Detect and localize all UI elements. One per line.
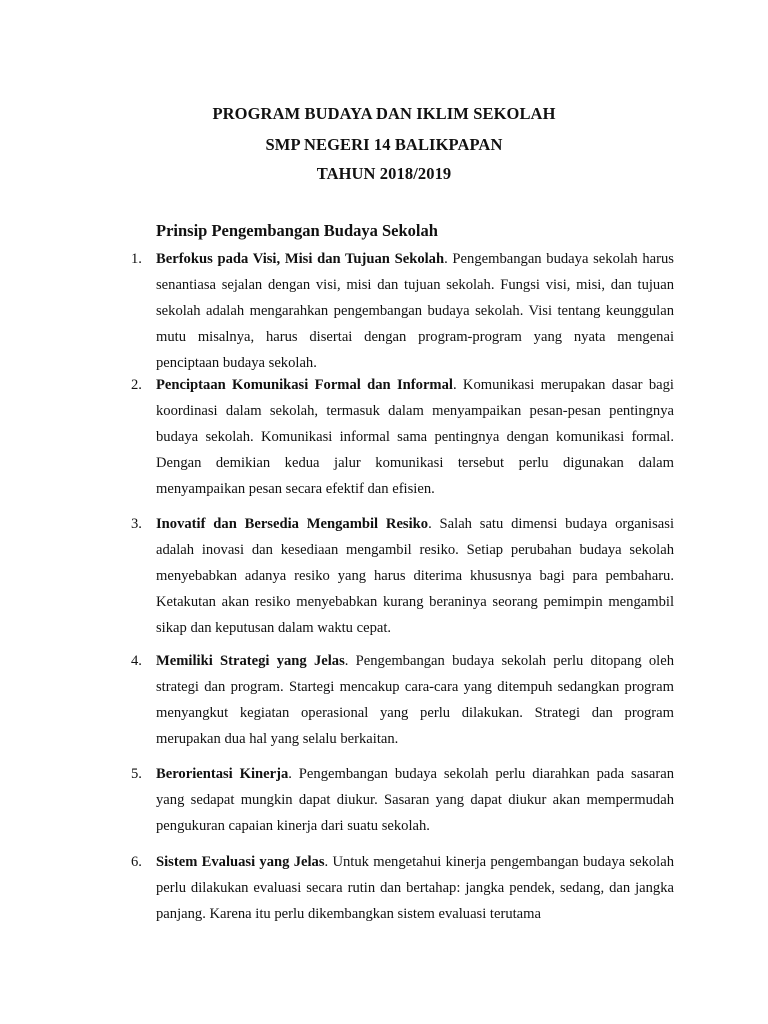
list-item-heading: Penciptaan Komunikasi Formal dan Informal	[156, 377, 453, 393]
list-item-text: . Pengembangan budaya sekolah harus senantiasa sejalan dengan visi, misi dan tujuan sekolah. Fungsi visi, misi, dan tujuan sekolah adalah mengarahkan pengembangan budaya sekolah. Visi tentang keunggulan mutu misalnya, harus disertai dengan program-program yang nyata mengenai penciptaan budaya sekolah.	[156, 251, 674, 371]
section-heading: Prinsip Pengembangan Budaya Sekolah	[156, 221, 438, 240]
list-item-text: . Komunikasi merupakan dasar bagi koordinasi dalam sekolah, termasuk dalam menyampaikan pesan-pesan pentingnya budaya sekolah. Komunikasi informal sama pentingnya dengan komunikasi formal. Dengan demikian kedua jalur komunikasi tersebut perlu digunakan dalam menyampaikan pesan secara efektif dan efisien.	[156, 377, 674, 497]
list-item-number: 2.	[131, 377, 142, 393]
list-item-number: 6.	[131, 854, 142, 870]
list-item-heading: Sistem Evaluasi yang Jelas	[156, 854, 325, 870]
list-item-heading: Inovatif dan Bersedia Mengambil Resiko	[156, 516, 429, 532]
list-item-number: 4.	[131, 653, 142, 669]
list-item-text: . Pengembangan budaya sekolah perlu diarahkan pada sasaran yang sedapat mungkin dapat diukur. Sasaran yang dapat diukur akan mempermudah pengukuran capaian kinerja dari suatu sekolah.	[156, 766, 674, 834]
list-item	[131, 648, 674, 752]
list-item	[131, 372, 674, 502]
list-item-heading: Memiliki Strategi yang Jelas	[156, 653, 345, 669]
list-item	[131, 511, 674, 641]
list-item-number: 3.	[131, 516, 142, 532]
school-name: SMP NEGERI 14 BALIKPAPAN	[265, 135, 503, 154]
list-item-text: . Pengembangan budaya sekolah perlu ditopang oleh strategi dan program. Startegi mencakup cara-cara yang ditempuh sedangkan program menyangkut kegiatan operasional yang perlu dilakukan. Strategi dan program merupakan dua hal yang selalu berkaitan.	[156, 653, 674, 747]
school-year: TAHUN 2018/2019	[316, 164, 452, 183]
list-item	[131, 761, 674, 839]
list-item-number: 5.	[131, 766, 142, 782]
list-item-text: . Salah satu dimensi budaya organisasi adalah inovasi dan kesediaan mengambil resiko. Setiap perubahan budaya sekolah menyebabkan adanya resiko yang harus diterima khususnya bagi para pembaharu. Ketakutan akan resiko menyebabkan kurang beraninya seorang pemimpin mengambil sikap dan keputusan dalam waktu cepat.	[156, 516, 674, 636]
list-item-number: 1.	[131, 251, 142, 267]
list-item	[131, 246, 674, 376]
list-item-heading: Berorientasi Kinerja	[156, 766, 289, 782]
list-item	[131, 849, 674, 927]
document-title: PROGRAM BUDAYA DAN IKLIM SEKOLAH	[212, 104, 556, 123]
list-item-heading: Berfokus pada Visi, Misi dan Tujuan Sekolah	[156, 251, 445, 267]
list-item-text: . Untuk mengetahui kinerja pengembangan budaya sekolah perlu dilakukan evaluasi secara rutin dan bertahap: jangka pendek, sedang, dan jangka panjang. Karena itu perlu dikembangkan sistem evaluasi terutama	[156, 854, 674, 922]
